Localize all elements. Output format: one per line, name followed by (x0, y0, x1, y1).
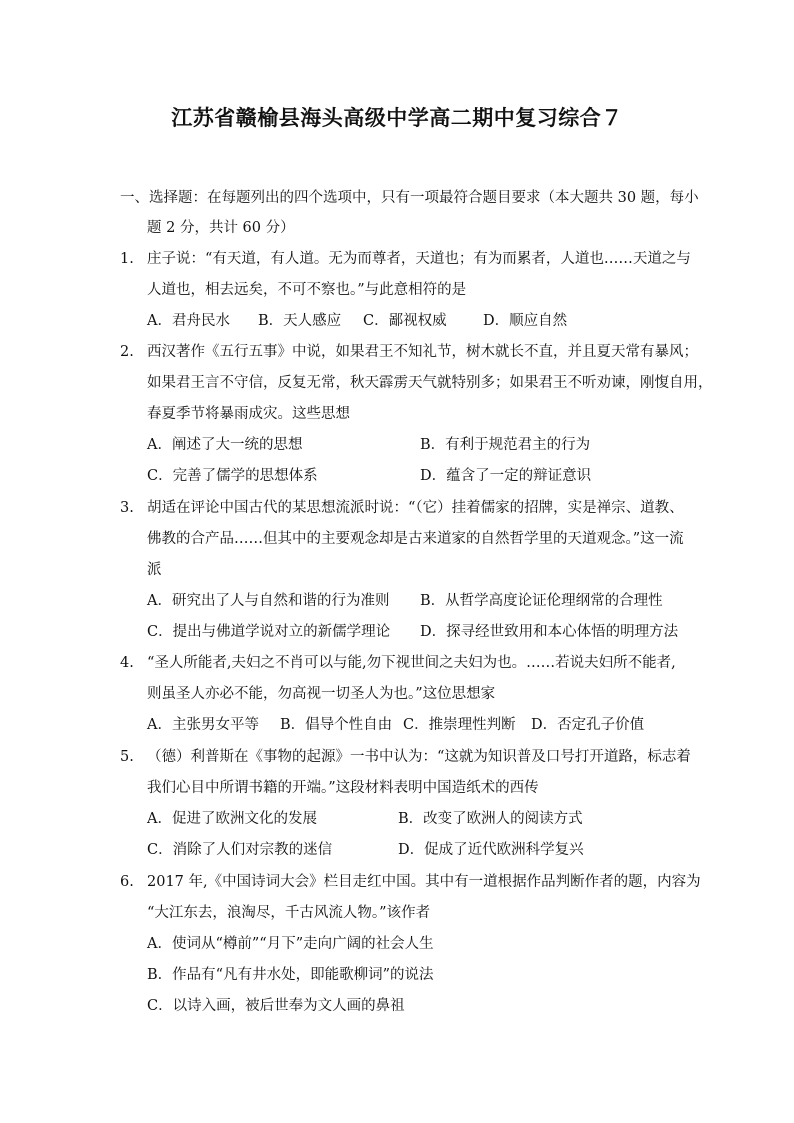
option-a: A．主张男女平等 (147, 717, 259, 733)
option-b: B．天人感应 (258, 313, 342, 329)
question-stem-line: 如果君王言不守信，反复无常，秋天霹雳天气就特别多；如果君王不听劝谏，刚愎自用， (147, 375, 713, 391)
question-stem-line: 人道也，相去远矣，不可不察也。”与此意相符的是 (147, 282, 467, 298)
option-d: D．顺应自然 (483, 313, 568, 329)
option-d: D．促成了近代欧洲科学复兴 (398, 842, 584, 858)
option-b: B．倡导个性自由 (280, 717, 393, 733)
question-number: 1. (120, 251, 134, 267)
question-stem-line: “圣人所能者,夫妇之不肖可以与能,勿下视世间之夫妇为也。……若说夫妇所不能者, (147, 655, 676, 671)
option-c: C．推崇理性判断 (403, 717, 516, 733)
option-b: B．作品有“凡有井水处，即能歌柳词”的说法 (147, 967, 434, 983)
option-a: A．使词从“樽前”“月下”走向广阔的社会人生 (147, 936, 434, 952)
option-a: A．促进了欧洲文化的发展 (147, 811, 317, 827)
question-stem-line: “大江东去，浪淘尽，千古风流人物。”该作者 (147, 905, 431, 921)
option-c: C．消除了人们对宗教的迷信 (147, 842, 333, 858)
question-number: 4. (120, 655, 134, 671)
option-b: B．改变了欧洲人的阅读方式 (398, 811, 583, 827)
option-a: A．阐述了大一统的思想 (147, 437, 303, 453)
question-stem-line: 庄子说：“有天道，有人道。无为而尊者，天道也；有为而累者，人道也……天道之与 (147, 251, 691, 267)
section-instructions-line-2: 题 2 分，共计 60 分） (147, 220, 295, 236)
option-d: D．探寻经世致用和本心体悟的明理方法 (420, 624, 679, 640)
question-stem-line: 派 (147, 562, 162, 578)
option-b: B．有利于规范君主的行为 (420, 437, 591, 453)
question-number: 3. (120, 500, 134, 516)
question-number: 2. (120, 344, 134, 360)
option-c: C．鄙视权威 (363, 313, 447, 329)
question-stem-line: 2017 年,《中国诗词大会》栏目走红中国。其中有一道根据作品判断作者的题，内容为 (147, 874, 701, 890)
page-title: 江苏省赣榆县海头高级中学高二期中复习综合７ (171, 106, 623, 130)
option-c: C．完善了儒学的思想体系 (147, 468, 318, 484)
question-stem-line: 西汉著作《五行五事》中说，如果君王不知礼节，树木就长不直，并且夏天常有暴风； (147, 344, 698, 360)
option-a: A．君舟民水 (147, 313, 230, 329)
option-c: C．以诗入画，被后世奉为文人画的鼻祖 (147, 998, 405, 1014)
question-stem-line: 我们心目中所谓书籍的开端。”这段材料表明中国造纸术的西传 (147, 780, 539, 796)
option-a: A．研究出了人与自然和谐的行为准则 (147, 593, 390, 609)
question-number: 5. (120, 749, 134, 765)
question-stem-line: 胡适在评论中国古代的某思想流派时说：“（它）挂着儒家的招牌，实是禅宗、道教、 (147, 500, 684, 516)
question-stem-line: 佛教的合产品……但其中的主要观念却是古来道家的自然哲学里的天道观念。”这一流 (147, 531, 684, 547)
question-stem-line: （德）利普斯在《事物的起源》一书中认为：“这就为知识普及口号打开道路，标志着 (147, 749, 691, 765)
question-stem-line: 则虽圣人亦必不能，勿高视一切圣人为也。”这位思想家 (147, 686, 496, 702)
option-d: D．否定孔子价值 (531, 717, 645, 733)
option-c: C．提出与佛道学说对立的新儒学理论 (147, 624, 391, 640)
question-number: 6. (120, 874, 134, 890)
question-stem-line: 春夏季节将暴雨成灾。这些思想 (147, 406, 350, 422)
option-b: B．从哲学高度论证伦理纲常的合理性 (420, 593, 663, 609)
option-d: D．蕴含了一定的辩证意识 (420, 468, 592, 484)
section-instructions-line-1: 一、选择题：在每题列出的四个选项中，只有一项最符合题目要求（本大题共 30 题，每小 (120, 190, 699, 206)
